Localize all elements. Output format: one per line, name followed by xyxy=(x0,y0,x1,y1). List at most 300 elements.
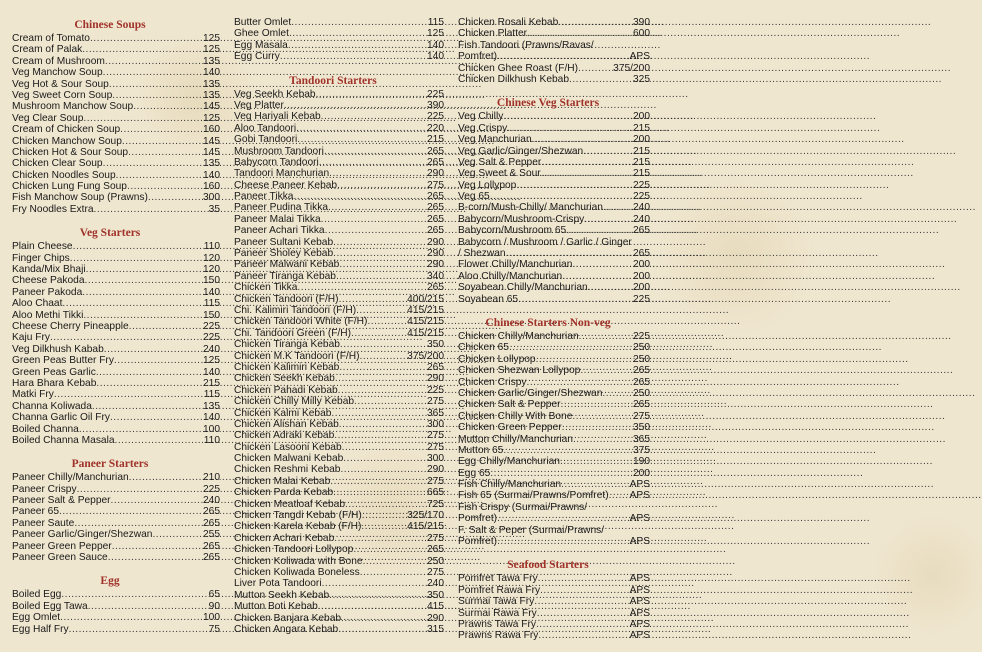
menu-item-price: 140 xyxy=(203,169,220,181)
menu-item-price: 135 xyxy=(203,400,220,412)
menu-item xyxy=(234,430,444,441)
menu-item-name: Chicken Karela Kebab (F/H) xyxy=(234,521,362,533)
menu-column-3 xyxy=(446,17,650,652)
menu-item-price: 125 xyxy=(203,112,220,124)
menu-item-price: 275 xyxy=(633,410,650,422)
dot-leader xyxy=(339,419,427,430)
dot-leader xyxy=(360,351,408,362)
menu-item xyxy=(458,282,650,293)
menu-item xyxy=(458,608,650,619)
menu-item-price: 275 xyxy=(427,441,444,453)
menu-item-name: Pomfret) xyxy=(458,536,498,548)
menu-item xyxy=(234,442,444,453)
dot-leader xyxy=(129,472,203,483)
menu-item-price: 400/215 xyxy=(407,293,444,305)
menu-item-name: Kanda/Mix Bhaji xyxy=(12,264,86,276)
menu-item xyxy=(234,100,444,111)
menu-item-name: Veg Platter xyxy=(234,99,284,111)
menu-item-price: 225 xyxy=(633,293,650,305)
dot-leader xyxy=(584,214,633,225)
menu-item-price: 140 xyxy=(203,366,220,378)
menu-item xyxy=(458,490,650,501)
menu-item-name: Chicken Chilly Milly Kebab xyxy=(234,396,355,408)
menu-item xyxy=(458,513,650,524)
menu-item xyxy=(458,445,650,456)
menu-item-name: Fish Tandoori (Prawns/Ravas/ xyxy=(458,39,594,51)
dot-leader xyxy=(54,389,204,400)
menu-item-name: Veg 65 xyxy=(458,191,490,203)
menu-item-price: APS xyxy=(629,490,650,502)
dot-leader xyxy=(503,445,633,456)
menu-item-name: Plain Cheese xyxy=(12,241,73,253)
dot-leader xyxy=(74,518,203,529)
menu-item-price: 375 xyxy=(633,444,650,456)
menu-item xyxy=(458,585,650,596)
menu-item xyxy=(234,157,444,168)
menu-item-price: 65 xyxy=(208,589,220,601)
menu-item xyxy=(12,253,220,264)
dot-leader xyxy=(561,479,630,490)
menu-item-name: Veg Seekh Kebab xyxy=(234,88,316,100)
menu-item xyxy=(12,204,220,215)
dot-leader xyxy=(133,101,203,112)
menu-item-price: 115 xyxy=(427,17,444,28)
menu-item xyxy=(234,202,444,213)
dot-leader xyxy=(111,495,203,506)
menu-item xyxy=(234,237,444,248)
menu-item xyxy=(234,385,444,396)
menu-section xyxy=(446,315,650,557)
menu-item-price: 725 xyxy=(427,498,444,510)
menu-item-price: 135 xyxy=(203,55,220,67)
menu-item-price: APS xyxy=(629,596,650,608)
menu-item-name: Paneer Chilly/Manchurian xyxy=(12,472,129,484)
menu-item xyxy=(458,202,650,213)
menu-item xyxy=(458,40,650,51)
menu-item-name: Paneer Green Pepper xyxy=(12,540,112,552)
menu-item-price: 240 xyxy=(203,495,220,507)
menu-item-name: Chi. Kalimiri Tandoori (F/H) xyxy=(234,304,357,316)
dot-leader xyxy=(562,422,633,433)
dot-leader xyxy=(116,170,203,181)
menu-item-price: 290 xyxy=(427,373,444,385)
menu-item xyxy=(234,601,444,612)
dot-leader xyxy=(572,411,633,422)
menu-item-name: Chicken Malwani Kebab xyxy=(234,453,344,465)
menu-section xyxy=(446,17,650,95)
menu-item xyxy=(458,168,650,179)
section-heading: Seafood Starters xyxy=(507,559,589,572)
menu-item-price: 240 xyxy=(427,578,444,590)
menu-item-name: Paneer Tikka xyxy=(234,191,294,203)
menu-item-price: APS xyxy=(629,513,650,525)
menu-item xyxy=(12,541,220,552)
menu-item xyxy=(458,479,650,490)
menu-item-price: 265 xyxy=(427,544,444,556)
menu-item-price: 300 xyxy=(427,418,444,430)
menu-item-name: Paneer Pakoda xyxy=(12,286,83,298)
menu-section xyxy=(0,573,220,645)
dot-leader xyxy=(120,124,203,135)
dot-leader xyxy=(331,408,427,419)
menu-item xyxy=(234,225,444,236)
menu-item xyxy=(458,191,650,202)
menu-section xyxy=(0,225,220,456)
menu-item-name: Tandoori Manchurian xyxy=(234,168,330,180)
menu-item xyxy=(12,332,220,343)
menu-item-name: Veg Sweet & Sour xyxy=(458,168,541,180)
menu-item-price: 290 xyxy=(427,259,444,271)
menu-item-name: Chicken Green Pepper xyxy=(458,422,562,434)
menu-item-price: 125 xyxy=(203,33,220,44)
menu-item xyxy=(12,56,220,67)
menu-item xyxy=(12,612,220,623)
menu-item xyxy=(12,90,220,101)
menu-item xyxy=(234,521,444,532)
menu-item xyxy=(12,241,220,252)
menu-item-name: Pomfret Tawa Fry xyxy=(458,573,538,585)
dot-leader xyxy=(319,157,427,168)
menu-item-price: 265 xyxy=(203,517,220,529)
dot-leader xyxy=(129,321,203,332)
menu-item-name: Cream of Palak xyxy=(12,44,83,56)
menu-item-price: 140 xyxy=(203,412,220,424)
menu-item-name: Chicken Lollypop xyxy=(458,353,536,365)
dot-leader xyxy=(297,282,427,293)
menu-item xyxy=(12,589,220,600)
menu-item-name: Mutton Seekh Kebab xyxy=(234,589,330,601)
dot-leader xyxy=(329,168,427,179)
menu-item-name: Green Peas Garlic xyxy=(12,366,96,378)
menu-item xyxy=(458,502,650,513)
menu-item-name: Aloo Chilly/Manchurian xyxy=(458,270,563,282)
menu-item xyxy=(12,298,220,309)
menu-item-price: 145 xyxy=(203,135,220,147)
menu-item xyxy=(12,506,220,517)
dot-leader xyxy=(59,506,203,517)
menu-item xyxy=(234,282,444,293)
dot-leader xyxy=(497,513,630,524)
dot-leader xyxy=(79,424,203,435)
dot-leader xyxy=(338,624,427,635)
menu-item-price: 350 xyxy=(427,339,444,351)
menu-item-name: Surmai Rawa Fry xyxy=(458,607,537,619)
menu-item xyxy=(12,552,220,563)
dot-leader xyxy=(569,74,633,85)
menu-item-name: Paneer Garlic/Ginger/Shezwan xyxy=(12,529,153,541)
dot-leader xyxy=(92,401,203,412)
menu-item xyxy=(234,351,444,362)
dot-leader xyxy=(328,202,427,213)
dot-leader xyxy=(62,298,203,309)
menu-item xyxy=(458,536,650,547)
dot-leader xyxy=(497,51,630,62)
section-heading: Chinese Veg Starters xyxy=(496,97,600,110)
menu-item-price: 240 xyxy=(203,343,220,355)
dot-leader xyxy=(603,202,633,213)
menu-item-name: Channa Koliwada xyxy=(12,400,92,412)
dot-leader xyxy=(339,294,408,305)
menu-item-price: 115 xyxy=(203,389,220,401)
menu-item-name: Chicken Lung Fung Soup xyxy=(12,181,127,193)
menu-item-name: Boiled Egg xyxy=(12,589,62,601)
menu-item xyxy=(12,44,220,55)
menu-item-name: Cheese Pakoda xyxy=(12,275,85,287)
menu-item-price: 200 xyxy=(633,134,650,146)
menu-item-name: Channa Garlic Oil Fry xyxy=(12,412,110,424)
dot-leader xyxy=(345,499,427,510)
menu-item-name: Chicken Pahadi Kebab xyxy=(234,384,338,396)
menu-item-name: Green Peas Butter Fry xyxy=(12,355,114,367)
menu-item xyxy=(234,168,444,179)
menu-item-price: 365 xyxy=(427,407,444,419)
menu-item xyxy=(458,146,650,157)
menu-item xyxy=(234,89,444,100)
menu-item xyxy=(12,158,220,169)
menu-item-price: 125 xyxy=(203,44,220,56)
menu-item xyxy=(12,367,220,378)
menu-item-price: 415 xyxy=(427,601,444,613)
menu-item-price: 145 xyxy=(203,101,220,113)
menu-item-name: Egg Masala xyxy=(234,39,288,51)
menu-item-name: Paneer Green Sauce xyxy=(12,552,108,564)
menu-item-name: Mutton Chilly/Manchurian xyxy=(458,433,573,445)
menu-item xyxy=(12,275,220,286)
menu-item-price: 225 xyxy=(427,111,444,123)
menu-item-name: Chicken M.K Tandoori (F/H) xyxy=(234,350,360,362)
menu-item xyxy=(458,248,650,259)
dot-leader xyxy=(82,287,203,298)
menu-item-name: Chicken Manchow Soup xyxy=(12,135,122,147)
menu-item xyxy=(12,529,220,540)
menu-item-price: 275 xyxy=(427,396,444,408)
dot-leader xyxy=(86,264,203,275)
dot-leader xyxy=(321,111,427,122)
menu-item-price: 350 xyxy=(427,589,444,601)
menu-item-price: 220 xyxy=(427,122,444,134)
menu-item-name: Gobi Tandoori xyxy=(234,134,298,146)
menu-item-name: Paneer Salt & Pepper xyxy=(12,495,111,507)
menu-item-name: Chicken Platter xyxy=(458,28,528,40)
dot-leader xyxy=(85,275,204,286)
menu-item xyxy=(234,146,444,157)
menu-item-name: Veg Chilly xyxy=(458,111,504,123)
menu-item-name: Chicken Tangdi Kebab (F/H) xyxy=(234,510,362,522)
dot-leader xyxy=(324,146,427,157)
menu-item-name: Soyabean Chilly/Manchurian xyxy=(458,282,588,294)
menu-item xyxy=(234,316,444,327)
menu-item xyxy=(12,401,220,412)
dot-leader xyxy=(90,33,203,44)
menu-item-name: Chicken Malai Kebab xyxy=(234,475,331,487)
dot-leader xyxy=(497,536,630,547)
dot-leader xyxy=(363,556,427,567)
dot-leader xyxy=(360,567,427,578)
menu-section xyxy=(0,17,220,225)
dot-leader xyxy=(602,388,633,399)
dot-leader xyxy=(540,585,630,596)
menu-item-name: Paneer 65 xyxy=(12,506,60,518)
dot-leader xyxy=(333,487,427,498)
menu-item xyxy=(12,170,220,181)
menu-item-price: 150 xyxy=(203,275,220,287)
menu-item xyxy=(234,339,444,350)
menu-item-name: Chicken Chilly/Manchurian xyxy=(458,330,579,342)
dot-leader xyxy=(112,541,203,552)
menu-item-name: Egg 65 xyxy=(458,467,491,479)
dot-leader xyxy=(353,544,427,555)
menu-item-name: Chicken Ghee Roast (F/H) xyxy=(458,62,579,74)
menu-item-price: 215 xyxy=(633,122,650,134)
menu-item-name: Babycorn Tandoori xyxy=(234,156,319,168)
menu-item xyxy=(458,456,650,467)
menu-item-price: 265 xyxy=(427,361,444,373)
dot-leader xyxy=(50,332,203,343)
menu-item-price: 415/215 xyxy=(407,521,444,533)
menu-item xyxy=(234,556,444,567)
dot-leader xyxy=(128,147,203,158)
menu-item xyxy=(12,435,220,446)
menu-item-price: 215 xyxy=(203,377,220,389)
menu-item-name: Chicken 65 xyxy=(458,342,509,354)
menu-item-price: 160 xyxy=(203,181,220,193)
menu-item-name: Mushroom Tandoori xyxy=(234,145,324,157)
dot-leader xyxy=(82,44,203,55)
dot-leader xyxy=(339,362,427,373)
menu-item-name: Babycorn/Mushroom 65 xyxy=(458,225,567,237)
dot-leader xyxy=(115,435,204,446)
menu-item xyxy=(12,264,220,275)
menu-item-price: 415/215 xyxy=(407,304,444,316)
menu-item-name: Boiled Egg Tawa xyxy=(12,600,88,612)
menu-item-name: F. Salt & Peper (Surmai/Prawns/ xyxy=(458,524,605,536)
menu-item-name: Chicken Tandoori White (F/H) xyxy=(234,316,368,328)
dot-leader xyxy=(354,396,427,407)
menu-item-name: Babycorn / Mushroom / Garlic / Ginger xyxy=(458,236,632,248)
menu-item-price: 110 xyxy=(203,241,220,253)
menu-item xyxy=(12,310,220,321)
menu-item xyxy=(12,113,220,124)
menu-item-name: Chicken Banjara Kebab xyxy=(234,612,342,624)
menu-item-price: 190 xyxy=(633,456,650,468)
dot-leader xyxy=(351,328,407,339)
menu-item-name: Butter Omlet xyxy=(234,17,292,28)
menu-item-price: 265 xyxy=(427,225,444,237)
menu-item-price: 265 xyxy=(633,365,650,377)
menu-item-price: 140 xyxy=(203,67,220,79)
menu-item-price: 275 xyxy=(427,475,444,487)
menu-item-price: 390 xyxy=(633,17,650,28)
menu-item-price: 265 xyxy=(427,213,444,225)
menu-item xyxy=(458,294,650,305)
menu-item xyxy=(458,74,650,85)
menu-item-price: 200 xyxy=(633,467,650,479)
menu-item xyxy=(12,136,220,147)
dot-leader xyxy=(69,624,209,635)
menu-item-price: 135 xyxy=(203,78,220,90)
dot-leader xyxy=(336,271,427,282)
menu-item-price: 135 xyxy=(203,158,220,170)
section-heading: Chinese Soups xyxy=(74,19,146,31)
menu-item xyxy=(234,464,444,475)
menu-item xyxy=(234,487,444,498)
menu-item xyxy=(458,596,650,607)
menu-section xyxy=(222,73,444,646)
menu-item xyxy=(234,613,444,624)
menu-item-name: Liver Pota Tandoori xyxy=(234,578,322,590)
menu-section xyxy=(446,95,650,315)
menu-item-price: 225 xyxy=(427,384,444,396)
menu-item xyxy=(234,191,444,202)
menu-item xyxy=(234,328,444,339)
menu-item xyxy=(12,287,220,298)
menu-item xyxy=(458,259,650,270)
dot-leader xyxy=(114,355,203,366)
menu-item xyxy=(234,476,444,487)
menu-item xyxy=(458,342,650,353)
menu-item xyxy=(458,28,650,39)
menu-item-price: APS xyxy=(629,630,650,642)
menu-item xyxy=(12,79,220,90)
menu-item-name: Cream of Mushroom xyxy=(12,55,105,67)
menu-item xyxy=(458,354,650,365)
dot-leader xyxy=(280,51,427,62)
menu-item xyxy=(234,510,444,521)
menu-item xyxy=(12,472,220,483)
menu-item-name: Veg Sweet Corn Soup xyxy=(12,89,113,101)
menu-item-name: Chicken Parda Kebab xyxy=(234,487,334,499)
menu-item-name: Paneer Malai Tikka xyxy=(234,213,321,225)
menu-item-name: Paneer Saute xyxy=(12,517,75,529)
menu-item-price: 415/215 xyxy=(407,316,444,328)
dot-leader xyxy=(70,253,203,264)
menu-item-name: Veg Dilkhush Kabab xyxy=(12,343,104,355)
menu-item xyxy=(458,377,650,388)
menu-item xyxy=(458,271,650,282)
menu-item xyxy=(458,63,650,74)
menu-item-price: 215 xyxy=(633,168,650,180)
menu-item-name: Prawns Rawa Fry xyxy=(458,630,539,642)
dot-leader xyxy=(566,225,633,236)
menu-item-name: Chicken Reshmi Kebab xyxy=(234,464,341,476)
dot-leader xyxy=(561,399,634,410)
menu-item-price: 215 xyxy=(633,145,650,157)
dot-leader xyxy=(108,552,203,563)
dot-leader xyxy=(537,608,630,619)
menu-item-price: 265 xyxy=(203,506,220,518)
dot-leader xyxy=(490,468,633,479)
menu-item-name: Fish Chilly/Manchurian xyxy=(458,479,562,491)
menu-item-price: APS xyxy=(629,618,650,630)
menu-item-price: 100 xyxy=(203,423,220,435)
menu-item-name: Chicken Tandoori (F/H) xyxy=(234,293,339,305)
menu-item-name: Veg Garlic/Ginger/Shezwan xyxy=(458,145,584,157)
menu-item-price: 90 xyxy=(208,600,220,612)
menu-item-price: 140 xyxy=(427,39,444,51)
menu-item-price: 140 xyxy=(427,51,444,63)
menu-section xyxy=(222,17,444,73)
menu-item-name: Chicken Angara Kebab xyxy=(234,623,339,635)
menu-item-price: 200 xyxy=(633,282,650,294)
dot-leader xyxy=(96,367,203,378)
menu-item-name: Boiled Channa xyxy=(12,423,79,435)
menu-item-name: Mutton Boti Kebab xyxy=(234,601,318,613)
menu-item-price: 140 xyxy=(203,286,220,298)
menu-item xyxy=(234,624,444,635)
dot-leader xyxy=(104,344,203,355)
menu-item xyxy=(234,214,444,225)
menu-item-price: 415/215 xyxy=(407,327,444,339)
